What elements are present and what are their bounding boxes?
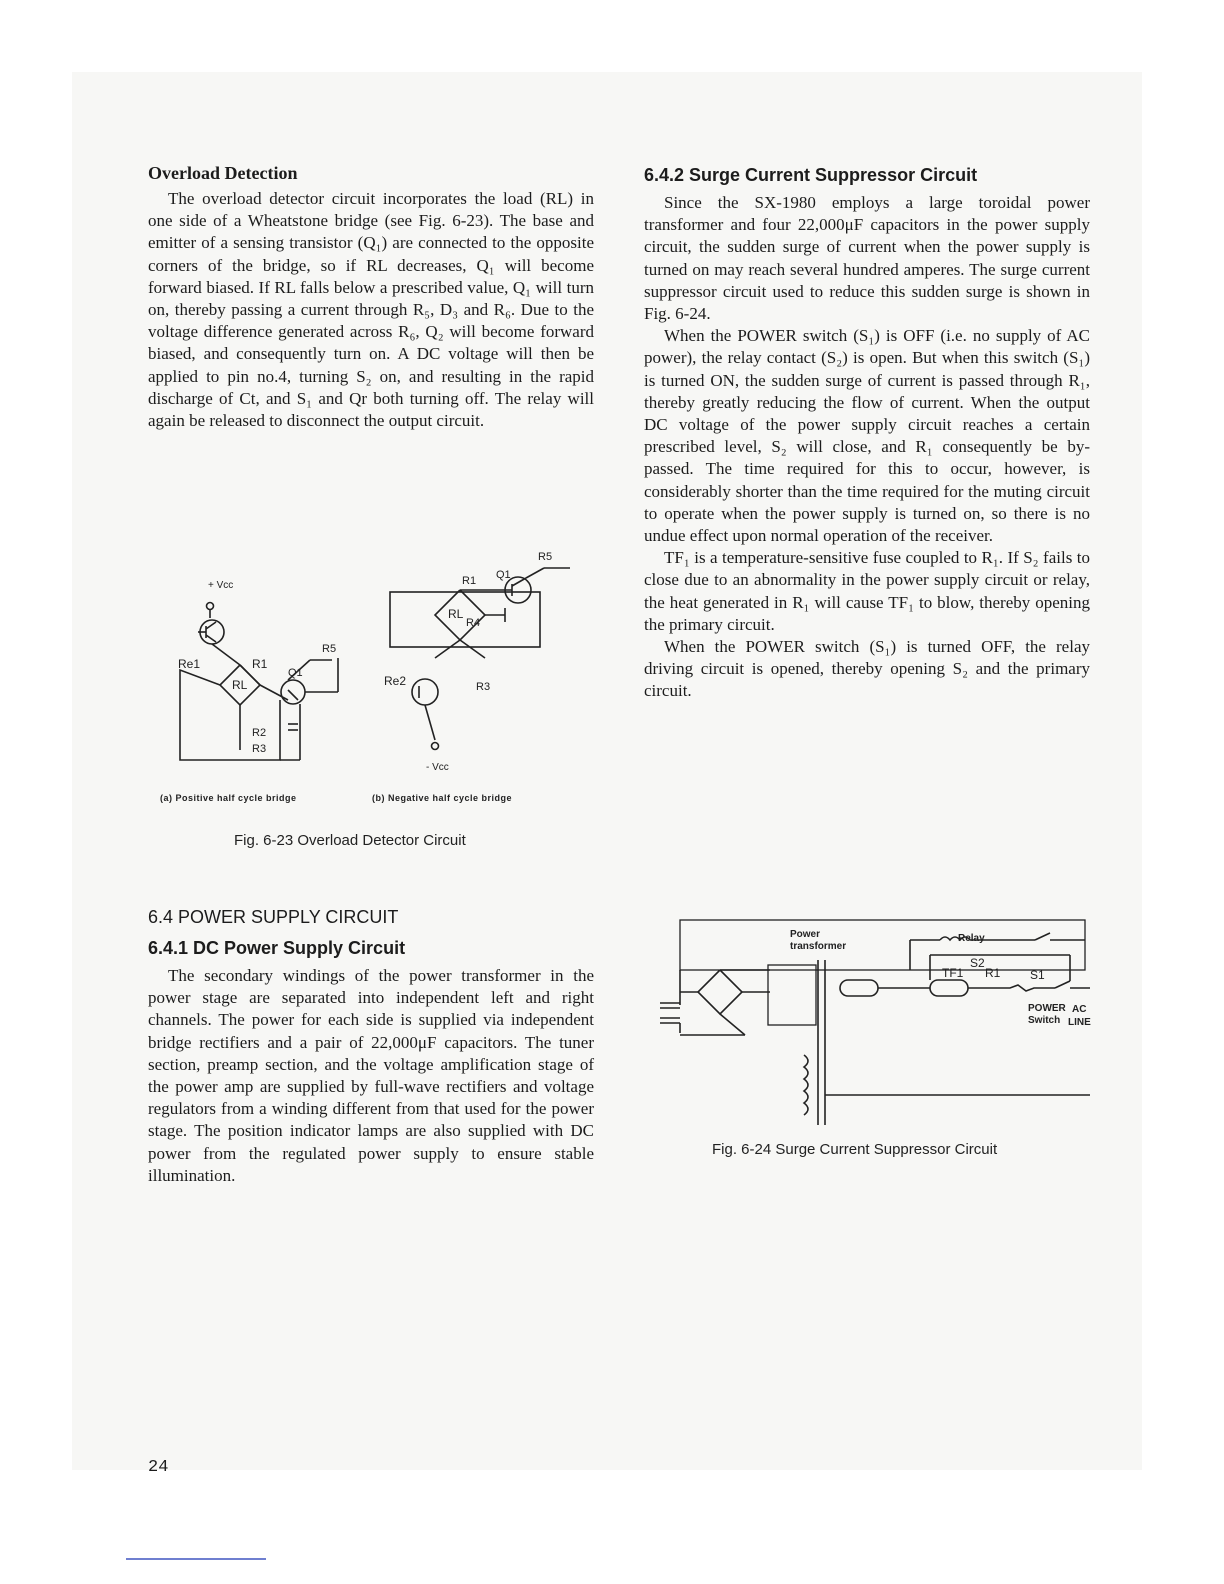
fig-6-23-subcaption-b: (b) Negative half cycle bridge — [372, 793, 513, 803]
fig-label-q1-a: Q1 — [288, 667, 303, 679]
fig624-label-transformer: transformer — [790, 941, 847, 952]
fig-label-re1: Re1 — [178, 657, 201, 671]
fig-6-23-diagram — [160, 540, 600, 780]
fig-label-r5-b: R5 — [538, 551, 553, 563]
overload-section — [148, 163, 594, 432]
fig-6-24-diagram — [650, 915, 1100, 1130]
fig-label-vcc-pos: + Vcc — [208, 580, 234, 591]
dc-power-supply-paragraph: The secondary windings of the power transformer in the power stage are separated into independent left and right channels. The power for each side is supplied via independent bridge rectifiers and a pair of 22,000μF capacitors. The tuner section, preamp section, and the voltage amplification stage of the power amp are supplied by full-wave rectifiers and voltage regulators from a winding different from that used for the power stage. The position indicator lamps are also supplied with DC power from the regulated power supply to ensure stable illumination. — [148, 966, 594, 1185]
fig624-label-ac: AC — [1072, 1004, 1087, 1015]
fig-label-r1-b: R1 — [462, 575, 477, 587]
fig-label-r3-a: R3 — [252, 743, 267, 755]
surge-paragraph-3: TF₁ is a temperature-sensitive fuse coupled to R₁. If S₂ fails to close due to an abnormality in the power supply circuit or relay, the heat generated in R₁ will cause TF₁ to blow, thereby opening the primary circuit. — [644, 548, 1090, 634]
overload-paragraph: The overload detector circuit incorporates the load (RL) in one side of a Wheatstone bridge (see Fig. 6-23). The base and emitter of a sensing transistor (Q₁) are connected to the opposite corners of the bridge, so if RL decreases, Q₁ will become forward biased. If RL falls below a prescribed value, Q₁ will turn on, thereby passing a current through R₅, D₃ and R₆. Due to the voltage difference generated across R₆, Q₂ will become forward biased, and consequently turn on. A DC voltage will then be applied to pin no.4, turning S₂ on, and resulting in the rapid discharge of Ct, and S₁ and Qr both turning off. The relay will again be released to disconnect the output circuit. — [148, 189, 594, 431]
fig-label-re2: Re2 — [384, 674, 407, 688]
fig624-label-power: Power — [790, 929, 821, 940]
surge-paragraph-2: When the POWER switch (S₁) is OFF (i.e. no supply of AC power), the relay contact (S₂) is open. But when this switch (S₁) is turned ON, the sudden surge of current is passed through R₁, thereby greatly reducing the flow of current. When the output DC voltage of the power supply circuit reaches a certain prescribed level, S₂ will close, and R₁ consequently be by-passed. The time required for this to occur, however, is considerably shorter than the time required for the muting circuit to operate when the power supply is turned on, so there is no undue effect upon normal operation of the receiver. — [644, 326, 1090, 546]
fig-label-r2-a: R2 — [252, 727, 267, 739]
fig-label-vcc-neg: - Vcc — [426, 762, 449, 773]
surge-paragraph-1: Since the SX-1980 employs a large toroidal power transformer and four 22,000μF capacitors in the power supply circuit, the sudden surge of current when the power supply is turned on may reach several hundred amperes. The surge current suppressor circuit used to reduce this sudden surge is shown in Fig. 6-24. — [644, 193, 1090, 324]
fig624-label-power-switch: POWER — [1028, 1003, 1066, 1014]
fig-6-24-caption: Fig. 6-24 Surge Current Suppressor Circuit — [712, 1141, 998, 1158]
dc-power-supply-subheading: 6.4.1 DC Power Supply Circuit — [148, 938, 406, 958]
fig624-label-switch: Switch — [1028, 1015, 1061, 1026]
fig624-label-line: LINE — [1068, 1017, 1091, 1028]
fig-6-23-caption: Fig. 6-23 Overload Detector Circuit — [234, 832, 466, 849]
power-supply-section — [148, 907, 594, 1187]
fig-label-q1-b: Q1 — [496, 569, 511, 581]
surge-paragraph-4: When the POWER switch (S₁) is turned OFF, the relay driving circuit is opened, thereby opening S₂ and the primary circuit. — [644, 637, 1090, 701]
fig624-label-r1: R1 — [985, 966, 1001, 980]
fig-label-rl-a: RL — [232, 678, 248, 692]
surge-section — [644, 165, 1090, 703]
fig624-label-s1: S1 — [1030, 968, 1045, 982]
fig-label-r4: R4 — [466, 617, 481, 629]
fig624-label-tf1: TF1 — [942, 966, 964, 980]
fig-label-r5-a: R5 — [322, 643, 337, 655]
fig-6-23-subcaption-a: (a) Positive half cycle bridge — [160, 793, 297, 803]
fig-label-r1-a: R1 — [252, 657, 268, 671]
fig-label-rl-b: RL — [448, 607, 464, 621]
surge-heading: 6.4.2 Surge Current Suppressor Circuit — [644, 165, 978, 185]
fig624-label-relay: Relay — [958, 933, 985, 944]
power-supply-heading: 6.4 POWER SUPPLY CIRCUIT — [148, 907, 399, 927]
fig624-label-s2: S2 — [970, 956, 985, 970]
footer-rule — [126, 1558, 266, 1560]
fig-label-r3-b: R3 — [476, 681, 491, 693]
overload-heading: Overload Detection — [148, 163, 298, 183]
page-number: 24 — [148, 1458, 169, 1477]
